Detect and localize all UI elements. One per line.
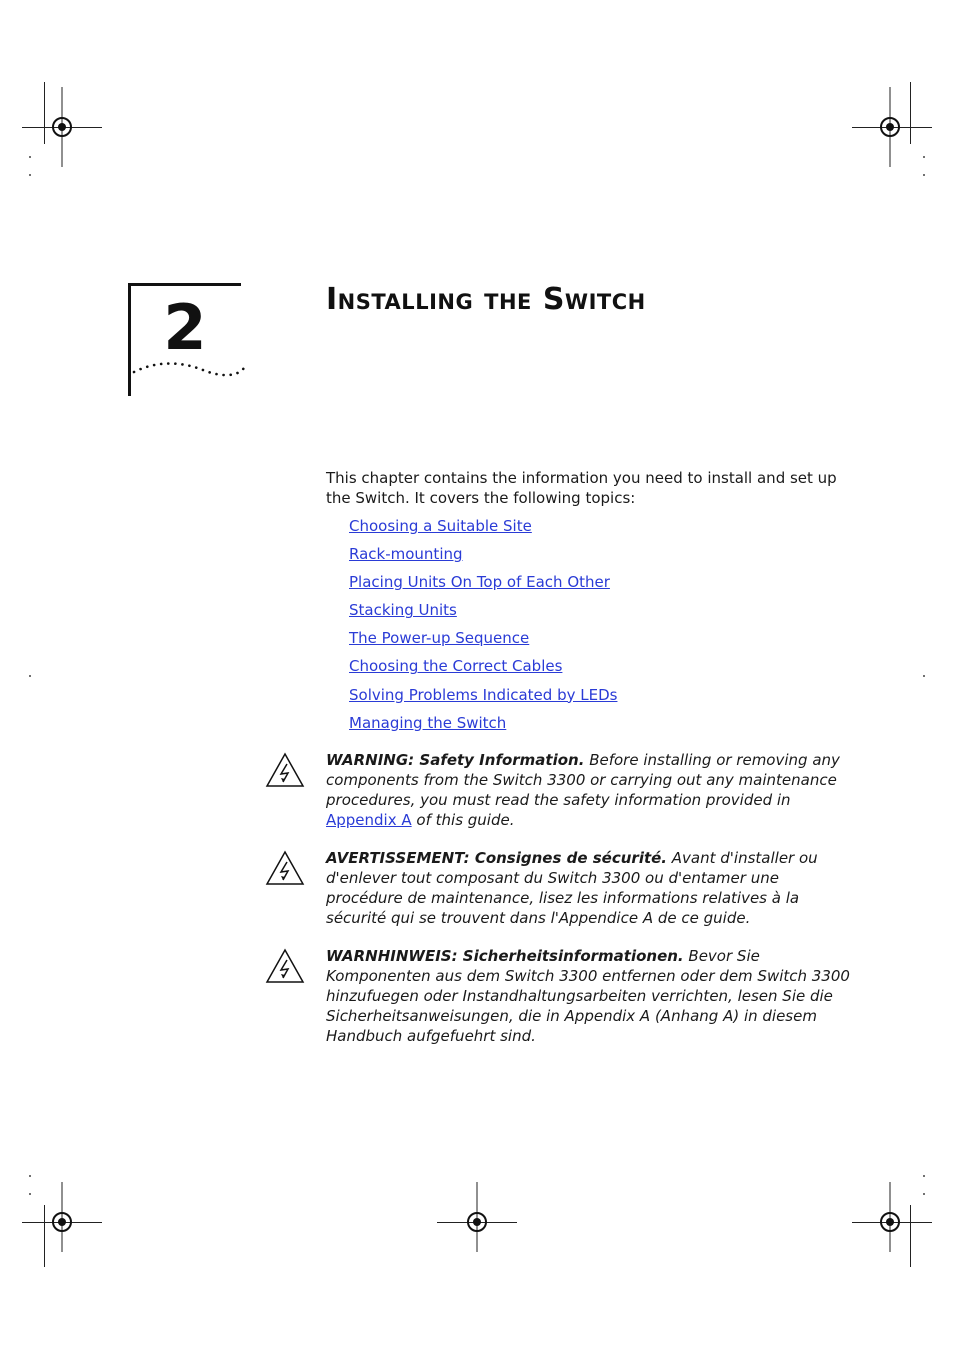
list-item bbox=[349, 712, 617, 740]
electric-hazard-icon bbox=[265, 752, 305, 788]
warning-heading: AVERTISSEMENT: Consignes de sécurité. bbox=[326, 849, 668, 867]
registration-mark-icon bbox=[22, 1182, 102, 1262]
list-item bbox=[349, 515, 617, 543]
registration-mark-icon bbox=[850, 1182, 930, 1262]
topic-link[interactable]: Rack-mounting bbox=[349, 545, 463, 564]
registration-mark-icon bbox=[437, 1182, 517, 1262]
warning-heading: WARNING: Safety Information. bbox=[326, 751, 585, 769]
topic-link[interactable]: Managing the Switch bbox=[349, 713, 507, 732]
dotted-wave-decoration bbox=[128, 358, 248, 384]
appendix-a-link[interactable]: Appendix A bbox=[326, 811, 412, 829]
topic-link[interactable]: The Power-up Sequence bbox=[349, 629, 530, 648]
electric-hazard-icon bbox=[265, 948, 305, 984]
warning-german: WARNHINWEIS: Sicherheitsinformationen. Bevor Sie Komponenten aus dem Switch 3300 entfernen oder dem Switch 3300 hinzufuegen oder Instandhaltungsarbeiten verrichten, lesen Sie die Sicherheitsanweisungen, die in Appendix A (Anhang A) in diesem Handbuch aufgefuehrt sind. bbox=[326, 947, 850, 1045]
electric-hazard-icon bbox=[265, 850, 305, 886]
chapter-title: Installing the Switch bbox=[326, 282, 646, 317]
intro-paragraph: This chapter contains the information you need to install and set up the Switch. It covers the following topics: bbox=[326, 469, 837, 507]
warning-english: WARNING: Safety Information. Before installing or removing any components from the Switch 3300 or carrying out any maintenance procedures, you must read the safety information provided in Appendix A of this guide. bbox=[326, 751, 840, 829]
topic-link[interactable]: Choosing the Correct Cables bbox=[349, 657, 563, 676]
topic-link[interactable]: Placing Units On Top of Each Other bbox=[349, 573, 610, 592]
list-item bbox=[349, 655, 617, 683]
chapter-number: 2 bbox=[163, 291, 207, 364]
list-item bbox=[349, 684, 617, 712]
registration-mark-icon bbox=[22, 87, 102, 167]
topic-link[interactable]: Stacking Units bbox=[349, 601, 457, 620]
list-item bbox=[349, 571, 617, 599]
list-item bbox=[349, 543, 617, 571]
list-item bbox=[349, 599, 617, 627]
registration-mark-icon bbox=[850, 87, 930, 167]
warning-french: AVERTISSEMENT: Consignes de sécurité. Avant d'installer ou d'enlever tout composant du Switch 3300 ou d'entamer une procédure de maintenance, lisez les informations relatives à la sécurité qui se trouvent dans l'Appendice A de ce guide. bbox=[326, 849, 818, 927]
topic-list bbox=[349, 515, 617, 740]
list-item bbox=[349, 627, 617, 655]
topic-link[interactable]: Solving Problems Indicated by LEDs bbox=[349, 685, 618, 704]
warning-heading: WARNHINWEIS: Sicherheitsinformationen. bbox=[326, 947, 684, 965]
topic-link[interactable]: Choosing a Suitable Site bbox=[349, 517, 532, 535]
